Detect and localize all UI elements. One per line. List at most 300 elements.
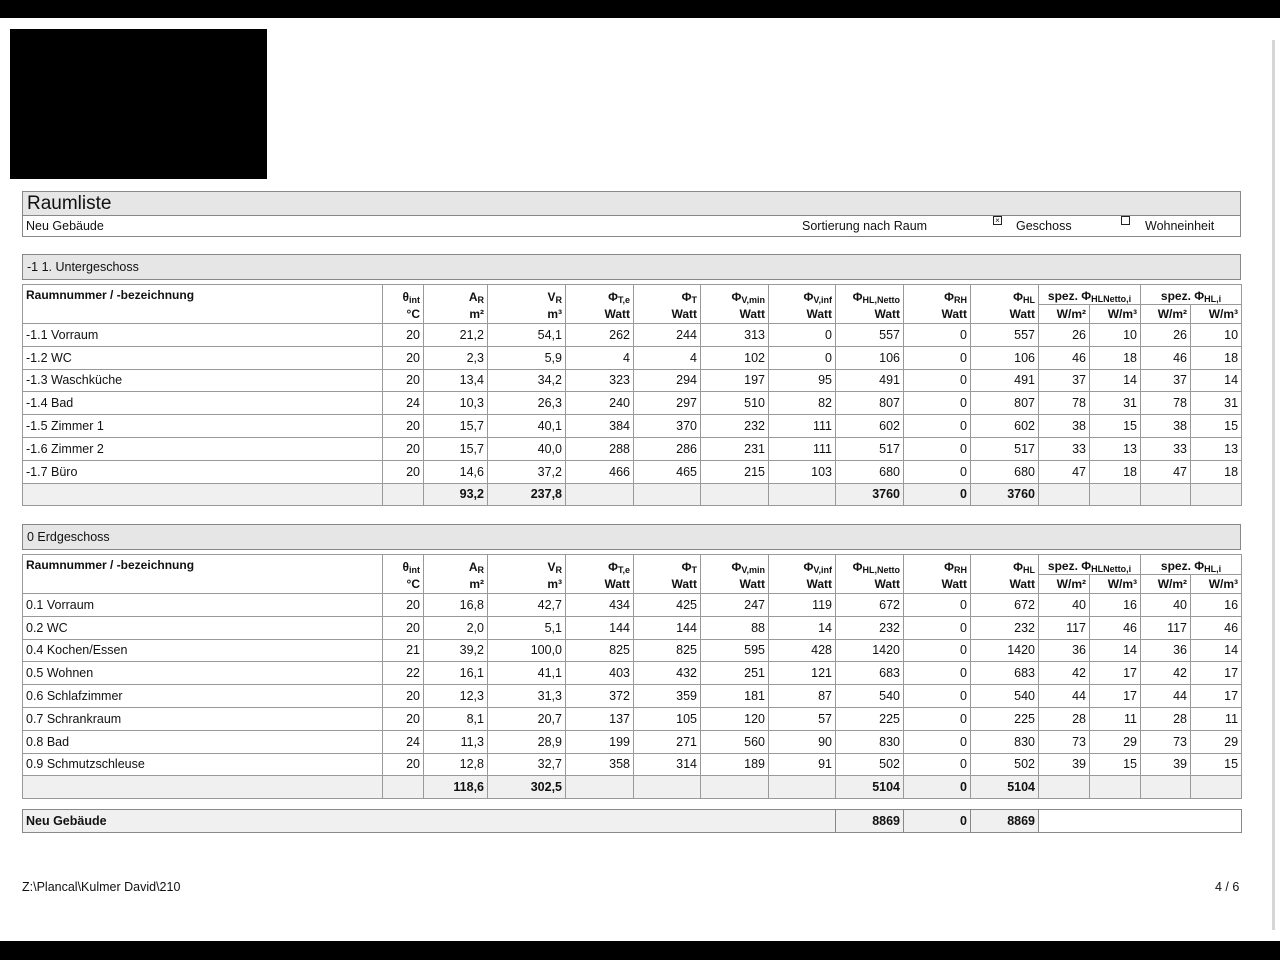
total-prh: 0	[904, 810, 971, 833]
cell-value: 425	[634, 594, 701, 617]
cell-value: 1420	[971, 639, 1039, 662]
sum-cell	[769, 776, 836, 799]
cell-value: 0	[769, 324, 836, 347]
column-header-vol	[488, 555, 566, 575]
cell-value: 0	[904, 730, 971, 753]
cell-value: 24	[383, 392, 424, 415]
table-row	[23, 639, 1242, 662]
cell-value: 33	[1141, 437, 1191, 460]
cell-value: 602	[971, 415, 1039, 438]
column-header-vol	[488, 285, 566, 305]
cell-value: 672	[836, 594, 904, 617]
sum-cell	[769, 483, 836, 506]
column-header-pt	[634, 285, 701, 305]
cell-value: 57	[769, 707, 836, 730]
room-table-eg	[22, 554, 1242, 799]
cell-value: 225	[836, 707, 904, 730]
cell-value: 31,3	[488, 685, 566, 708]
column-header-phl-symbol: Φ	[1013, 559, 1023, 574]
cell-value: 117	[1141, 616, 1191, 639]
cell-value: 20	[383, 594, 424, 617]
column-header-area-symbol: A	[468, 559, 478, 574]
column-header-prh	[904, 285, 971, 305]
cell-value: 323	[566, 369, 634, 392]
cell-value: 0	[769, 346, 836, 369]
unit-pvinf: Watt	[769, 575, 836, 594]
column-header-spez2	[1141, 285, 1242, 305]
building-total-table	[22, 809, 1242, 833]
cell-value: 370	[634, 415, 701, 438]
cell-value: 0	[904, 753, 971, 776]
column-header-prh-symbol: Φ	[944, 289, 954, 304]
cell-value: 38	[1039, 415, 1090, 438]
room-name: -1.1 Vorraum	[23, 324, 383, 347]
cell-value: 189	[701, 753, 769, 776]
cell-value: 13	[1191, 437, 1242, 460]
cell-value: 40,1	[488, 415, 566, 438]
building-total-row	[23, 810, 1242, 833]
unit-spez-2: W/m²	[1141, 305, 1191, 324]
cell-value: 0	[904, 415, 971, 438]
cell-value: 137	[566, 707, 634, 730]
column-header-pvinf-subscript: V,inf	[813, 294, 832, 305]
cell-value: 683	[971, 662, 1039, 685]
column-header-spez1-subscript: HLNetto,i	[1091, 294, 1132, 304]
unit-pvmin: Watt	[701, 575, 769, 594]
cell-value: 20	[383, 707, 424, 730]
column-header-pvmin-symbol: Φ	[731, 559, 742, 574]
cell-value: 73	[1141, 730, 1191, 753]
unit-phln: Watt	[836, 305, 904, 324]
cell-value: 40	[1141, 594, 1191, 617]
unit-option-label: Wohneinheit	[1145, 219, 1215, 233]
cell-value: 37	[1039, 369, 1090, 392]
column-header-area	[424, 285, 488, 305]
cell-value: 106	[836, 346, 904, 369]
cell-value: 21,2	[424, 324, 488, 347]
scrollbar[interactable]	[1272, 40, 1275, 930]
unit-spez-2: W/m²	[1141, 575, 1191, 594]
table-row	[23, 415, 1242, 438]
cell-value: 18	[1191, 346, 1242, 369]
unit-spez-3: W/m³	[1191, 575, 1242, 594]
cell-value: 14	[1191, 369, 1242, 392]
sum-cell	[1090, 776, 1141, 799]
cell-value: 16	[1090, 594, 1141, 617]
cell-value: 680	[836, 460, 904, 483]
cell-value: 830	[836, 730, 904, 753]
cell-value: 78	[1039, 392, 1090, 415]
total-phl-netto: 8869	[836, 810, 904, 833]
cell-value: 403	[566, 662, 634, 685]
unit-theta: °C	[383, 575, 424, 594]
cell-value: 232	[701, 415, 769, 438]
unit-phl: Watt	[971, 305, 1039, 324]
sum-cell	[634, 483, 701, 506]
cell-value: 41,1	[488, 662, 566, 685]
unit-pte: Watt	[566, 575, 634, 594]
column-header-phl-symbol: Φ	[1013, 289, 1023, 304]
cell-value: 39	[1141, 753, 1191, 776]
sum-cell	[566, 776, 634, 799]
cell-value: 560	[701, 730, 769, 753]
cell-value: 14	[769, 616, 836, 639]
cell-value: 286	[634, 437, 701, 460]
cell-value: 106	[971, 346, 1039, 369]
cell-value: 20	[383, 415, 424, 438]
table-row	[23, 392, 1242, 415]
room-name: -1.6 Zimmer 2	[23, 437, 383, 460]
cell-value: 42	[1039, 662, 1090, 685]
bottom-bar	[0, 941, 1280, 960]
cell-value: 15,7	[424, 437, 488, 460]
table-header-row	[23, 285, 1242, 305]
cell-value: 20	[383, 346, 424, 369]
sum-cell: 5104	[971, 776, 1039, 799]
cell-value: 24	[383, 730, 424, 753]
column-header-pt-symbol: Φ	[681, 559, 692, 574]
cell-value: 28	[1039, 707, 1090, 730]
cell-value: 119	[769, 594, 836, 617]
unit-pvmin: Watt	[701, 305, 769, 324]
column-header-theta-subscript: int	[409, 294, 420, 305]
cell-value: 288	[566, 437, 634, 460]
cell-value: 215	[701, 460, 769, 483]
column-header-pt-subscript: T	[691, 564, 697, 575]
cell-value: 13	[1090, 437, 1141, 460]
cell-value: 359	[634, 685, 701, 708]
cell-value: 15	[1090, 415, 1141, 438]
cell-value: 680	[971, 460, 1039, 483]
column-header-spez2-symbol: spez. Φ	[1160, 289, 1205, 303]
unit-spez-1: W/m³	[1090, 305, 1141, 324]
room-table-ug	[22, 284, 1242, 506]
column-header-pt	[634, 555, 701, 575]
sum-cell: 237,8	[488, 483, 566, 506]
cell-value: 42,7	[488, 594, 566, 617]
cell-value: 32,7	[488, 753, 566, 776]
sum-cell	[1191, 483, 1242, 506]
cell-value: 20	[383, 324, 424, 347]
column-header-phl-subscript: HL	[1023, 564, 1035, 575]
cell-value: 0	[904, 685, 971, 708]
sum-cell	[383, 776, 424, 799]
cell-value: 47	[1039, 460, 1090, 483]
cell-value: 540	[971, 685, 1039, 708]
cell-value: 502	[836, 753, 904, 776]
sum-cell: 93,2	[424, 483, 488, 506]
column-header-area-subscript: R	[477, 294, 484, 305]
cell-value: 0	[904, 662, 971, 685]
cell-value: 181	[701, 685, 769, 708]
cell-value: 4	[634, 346, 701, 369]
cell-value: 15	[1191, 753, 1242, 776]
cell-value: 20	[383, 616, 424, 639]
sum-cell	[701, 776, 769, 799]
cell-value: 557	[836, 324, 904, 347]
column-header-pvinf-symbol: Φ	[803, 559, 814, 574]
cell-value: 297	[634, 392, 701, 415]
cell-value: 144	[566, 616, 634, 639]
cell-value: 199	[566, 730, 634, 753]
cell-value: 14,6	[424, 460, 488, 483]
cell-value: 38	[1141, 415, 1191, 438]
cell-value: 26,3	[488, 392, 566, 415]
sum-cell: 3760	[971, 483, 1039, 506]
sum-cell	[383, 483, 424, 506]
unit-spez-0: W/m²	[1039, 305, 1090, 324]
room-name: 0.1 Vorraum	[23, 594, 383, 617]
sum-cell: 118,6	[424, 776, 488, 799]
sum-cell	[1039, 483, 1090, 506]
table-row	[23, 346, 1242, 369]
table-row	[23, 324, 1242, 347]
cell-value: 102	[701, 346, 769, 369]
unit-spez-3: W/m³	[1191, 305, 1242, 324]
table-row	[23, 685, 1242, 708]
cell-value: 103	[769, 460, 836, 483]
column-header-spez2-subscript: HL,i	[1204, 564, 1222, 574]
unit-spez-0: W/m²	[1039, 575, 1090, 594]
column-header-area-symbol: A	[468, 289, 478, 304]
cell-value: 31	[1090, 392, 1141, 415]
cell-value: 36	[1039, 639, 1090, 662]
cell-value: 20	[383, 437, 424, 460]
cell-value: 358	[566, 753, 634, 776]
cell-value: 91	[769, 753, 836, 776]
cell-value: 540	[836, 685, 904, 708]
column-header-theta-symbol: θ	[402, 559, 409, 574]
unit-vol: m³	[488, 575, 566, 594]
sum-cell: 302,5	[488, 776, 566, 799]
total-empty-cell	[1039, 810, 1242, 833]
cell-value: 95	[769, 369, 836, 392]
floor-checkbox[interactable]: ×	[993, 216, 1002, 225]
column-header-pvmin-subscript: V,min	[741, 294, 765, 305]
cell-value: 517	[836, 437, 904, 460]
sum-cell	[701, 483, 769, 506]
report-title: Raumliste	[22, 191, 1241, 216]
cell-value: 271	[634, 730, 701, 753]
unit-area: m²	[424, 575, 488, 594]
column-header-phln	[836, 555, 904, 575]
column-header-theta	[383, 555, 424, 575]
unit-area: m²	[424, 305, 488, 324]
cell-value: 8,1	[424, 707, 488, 730]
cell-value: 20	[383, 753, 424, 776]
cell-value: 0	[904, 616, 971, 639]
cell-value: 46	[1090, 616, 1141, 639]
column-header-spez1	[1039, 555, 1141, 575]
table-row	[23, 437, 1242, 460]
sum-cell: 0	[904, 776, 971, 799]
cell-value: 294	[634, 369, 701, 392]
section-header-eg: 0 Erdgeschoss	[22, 524, 1241, 550]
column-header-spez1-subscript: HLNetto,i	[1091, 564, 1132, 574]
cell-value: 40	[1039, 594, 1090, 617]
cell-value: 42	[1141, 662, 1191, 685]
cell-value: 807	[836, 392, 904, 415]
cell-value: 262	[566, 324, 634, 347]
room-name: 0.9 Schmutzschleuse	[23, 753, 383, 776]
cell-value: 28,9	[488, 730, 566, 753]
cell-value: 825	[634, 639, 701, 662]
cell-value: 90	[769, 730, 836, 753]
unit-checkbox[interactable]	[1121, 216, 1130, 225]
cell-value: 384	[566, 415, 634, 438]
cell-value: 2,3	[424, 346, 488, 369]
column-header-spez1	[1039, 285, 1141, 305]
room-name: 0.5 Wohnen	[23, 662, 383, 685]
column-header-pt-subscript: T	[691, 294, 697, 305]
column-header-area-subscript: R	[477, 564, 484, 575]
sum-cell: 3760	[836, 483, 904, 506]
redacted-logo-block	[10, 29, 267, 179]
unit-spez-1: W/m³	[1090, 575, 1141, 594]
column-header-prh	[904, 555, 971, 575]
room-name: -1.3 Waschküche	[23, 369, 383, 392]
cell-value: 39,2	[424, 639, 488, 662]
table-row	[23, 594, 1242, 617]
cell-value: 11,3	[424, 730, 488, 753]
unit-pvinf: Watt	[769, 305, 836, 324]
cell-value: 4	[566, 346, 634, 369]
cell-value: 37	[1141, 369, 1191, 392]
cell-value: 825	[566, 639, 634, 662]
footer-page-number: 4 / 6	[1215, 880, 1240, 894]
cell-value: 17	[1191, 685, 1242, 708]
sort-label: Sortierung nach Raum	[802, 219, 928, 233]
cell-value: 465	[634, 460, 701, 483]
cell-value: 0	[904, 369, 971, 392]
cell-value: 120	[701, 707, 769, 730]
cell-value: 502	[971, 753, 1039, 776]
cell-value: 10,3	[424, 392, 488, 415]
unit-vol: m³	[488, 305, 566, 324]
top-bar	[0, 0, 1280, 18]
cell-value: 33	[1039, 437, 1090, 460]
room-name: 0.7 Schrankraum	[23, 707, 383, 730]
sum-cell	[1191, 776, 1242, 799]
cell-value: 73	[1039, 730, 1090, 753]
column-header-theta	[383, 285, 424, 305]
cell-value: 11	[1090, 707, 1141, 730]
cell-value: 0	[904, 460, 971, 483]
column-header-spez2-symbol: spez. Φ	[1160, 559, 1205, 573]
cell-value: 44	[1039, 685, 1090, 708]
cell-value: 111	[769, 415, 836, 438]
cell-value: 313	[701, 324, 769, 347]
column-header-phl	[971, 285, 1039, 305]
cell-value: 372	[566, 685, 634, 708]
column-header-prh-symbol: Φ	[944, 559, 954, 574]
cell-value: 0	[904, 346, 971, 369]
cell-value: 88	[701, 616, 769, 639]
cell-value: 15,7	[424, 415, 488, 438]
cell-value: 672	[971, 594, 1039, 617]
column-header-phln-subscript: HL,Netto	[862, 564, 900, 575]
cell-value: 37,2	[488, 460, 566, 483]
cell-value: 10	[1090, 324, 1141, 347]
column-header-vol-symbol: V	[547, 289, 556, 304]
room-name: -1.5 Zimmer 1	[23, 415, 383, 438]
cell-value: 18	[1090, 346, 1141, 369]
column-header-vol-subscript: R	[555, 294, 562, 305]
cell-value: 0	[904, 392, 971, 415]
cell-value: 40,0	[488, 437, 566, 460]
cell-value: 510	[701, 392, 769, 415]
cell-value: 0	[904, 707, 971, 730]
column-header-pvinf	[769, 285, 836, 305]
cell-value: 29	[1090, 730, 1141, 753]
column-header-pvinf	[769, 555, 836, 575]
cell-value: 21	[383, 639, 424, 662]
column-header-prh-subscript: RH	[954, 294, 967, 305]
column-header-name: Raumnummer / -bezeichnung	[23, 285, 383, 324]
column-header-pte-symbol: Φ	[608, 289, 618, 304]
cell-value: 466	[566, 460, 634, 483]
cell-value: 20	[383, 685, 424, 708]
room-name: -1.7 Büro	[23, 460, 383, 483]
cell-value: 54,1	[488, 324, 566, 347]
sum-cell	[1090, 483, 1141, 506]
unit-prh: Watt	[904, 305, 971, 324]
column-header-pvmin	[701, 285, 769, 305]
cell-value: 17	[1090, 662, 1141, 685]
column-header-name: Raumnummer / -bezeichnung	[23, 555, 383, 594]
cell-value: 0	[904, 594, 971, 617]
cell-value: 16,1	[424, 662, 488, 685]
cell-value: 18	[1191, 460, 1242, 483]
cell-value: 44	[1141, 685, 1191, 708]
column-header-area	[424, 555, 488, 575]
column-header-pvinf-subscript: V,inf	[813, 564, 832, 575]
cell-value: 247	[701, 594, 769, 617]
column-header-spez1-symbol: spez. Φ	[1047, 289, 1092, 303]
table-row	[23, 730, 1242, 753]
total-phl: 8869	[971, 810, 1039, 833]
cell-value: 14	[1090, 369, 1141, 392]
cell-value: 197	[701, 369, 769, 392]
table-header-row	[23, 555, 1242, 575]
cell-value: 491	[836, 369, 904, 392]
cell-value: 12,3	[424, 685, 488, 708]
unit-prh: Watt	[904, 575, 971, 594]
column-header-phln-subscript: HL,Netto	[862, 294, 900, 305]
cell-value: 15	[1090, 753, 1141, 776]
room-name: -1.4 Bad	[23, 392, 383, 415]
cell-value: 2,0	[424, 616, 488, 639]
room-name: 0.2 WC	[23, 616, 383, 639]
cell-value: 16,8	[424, 594, 488, 617]
room-name: 0.6 Schlafzimmer	[23, 685, 383, 708]
cell-value: 144	[634, 616, 701, 639]
cell-value: 34,2	[488, 369, 566, 392]
column-header-pte-subscript: T,e	[617, 294, 630, 305]
cell-value: 683	[836, 662, 904, 685]
cell-value: 0	[904, 639, 971, 662]
floor-option-label: Geschoss	[1016, 219, 1072, 233]
cell-value: 17	[1090, 685, 1141, 708]
cell-value: 26	[1141, 324, 1191, 347]
cell-value: 18	[1090, 460, 1141, 483]
column-header-phl-subscript: HL	[1023, 294, 1035, 305]
cell-value: 17	[1191, 662, 1242, 685]
cell-value: 20	[383, 460, 424, 483]
cell-value: 46	[1141, 346, 1191, 369]
report-info-row	[22, 215, 1241, 237]
column-header-pte-symbol: Φ	[608, 559, 618, 574]
